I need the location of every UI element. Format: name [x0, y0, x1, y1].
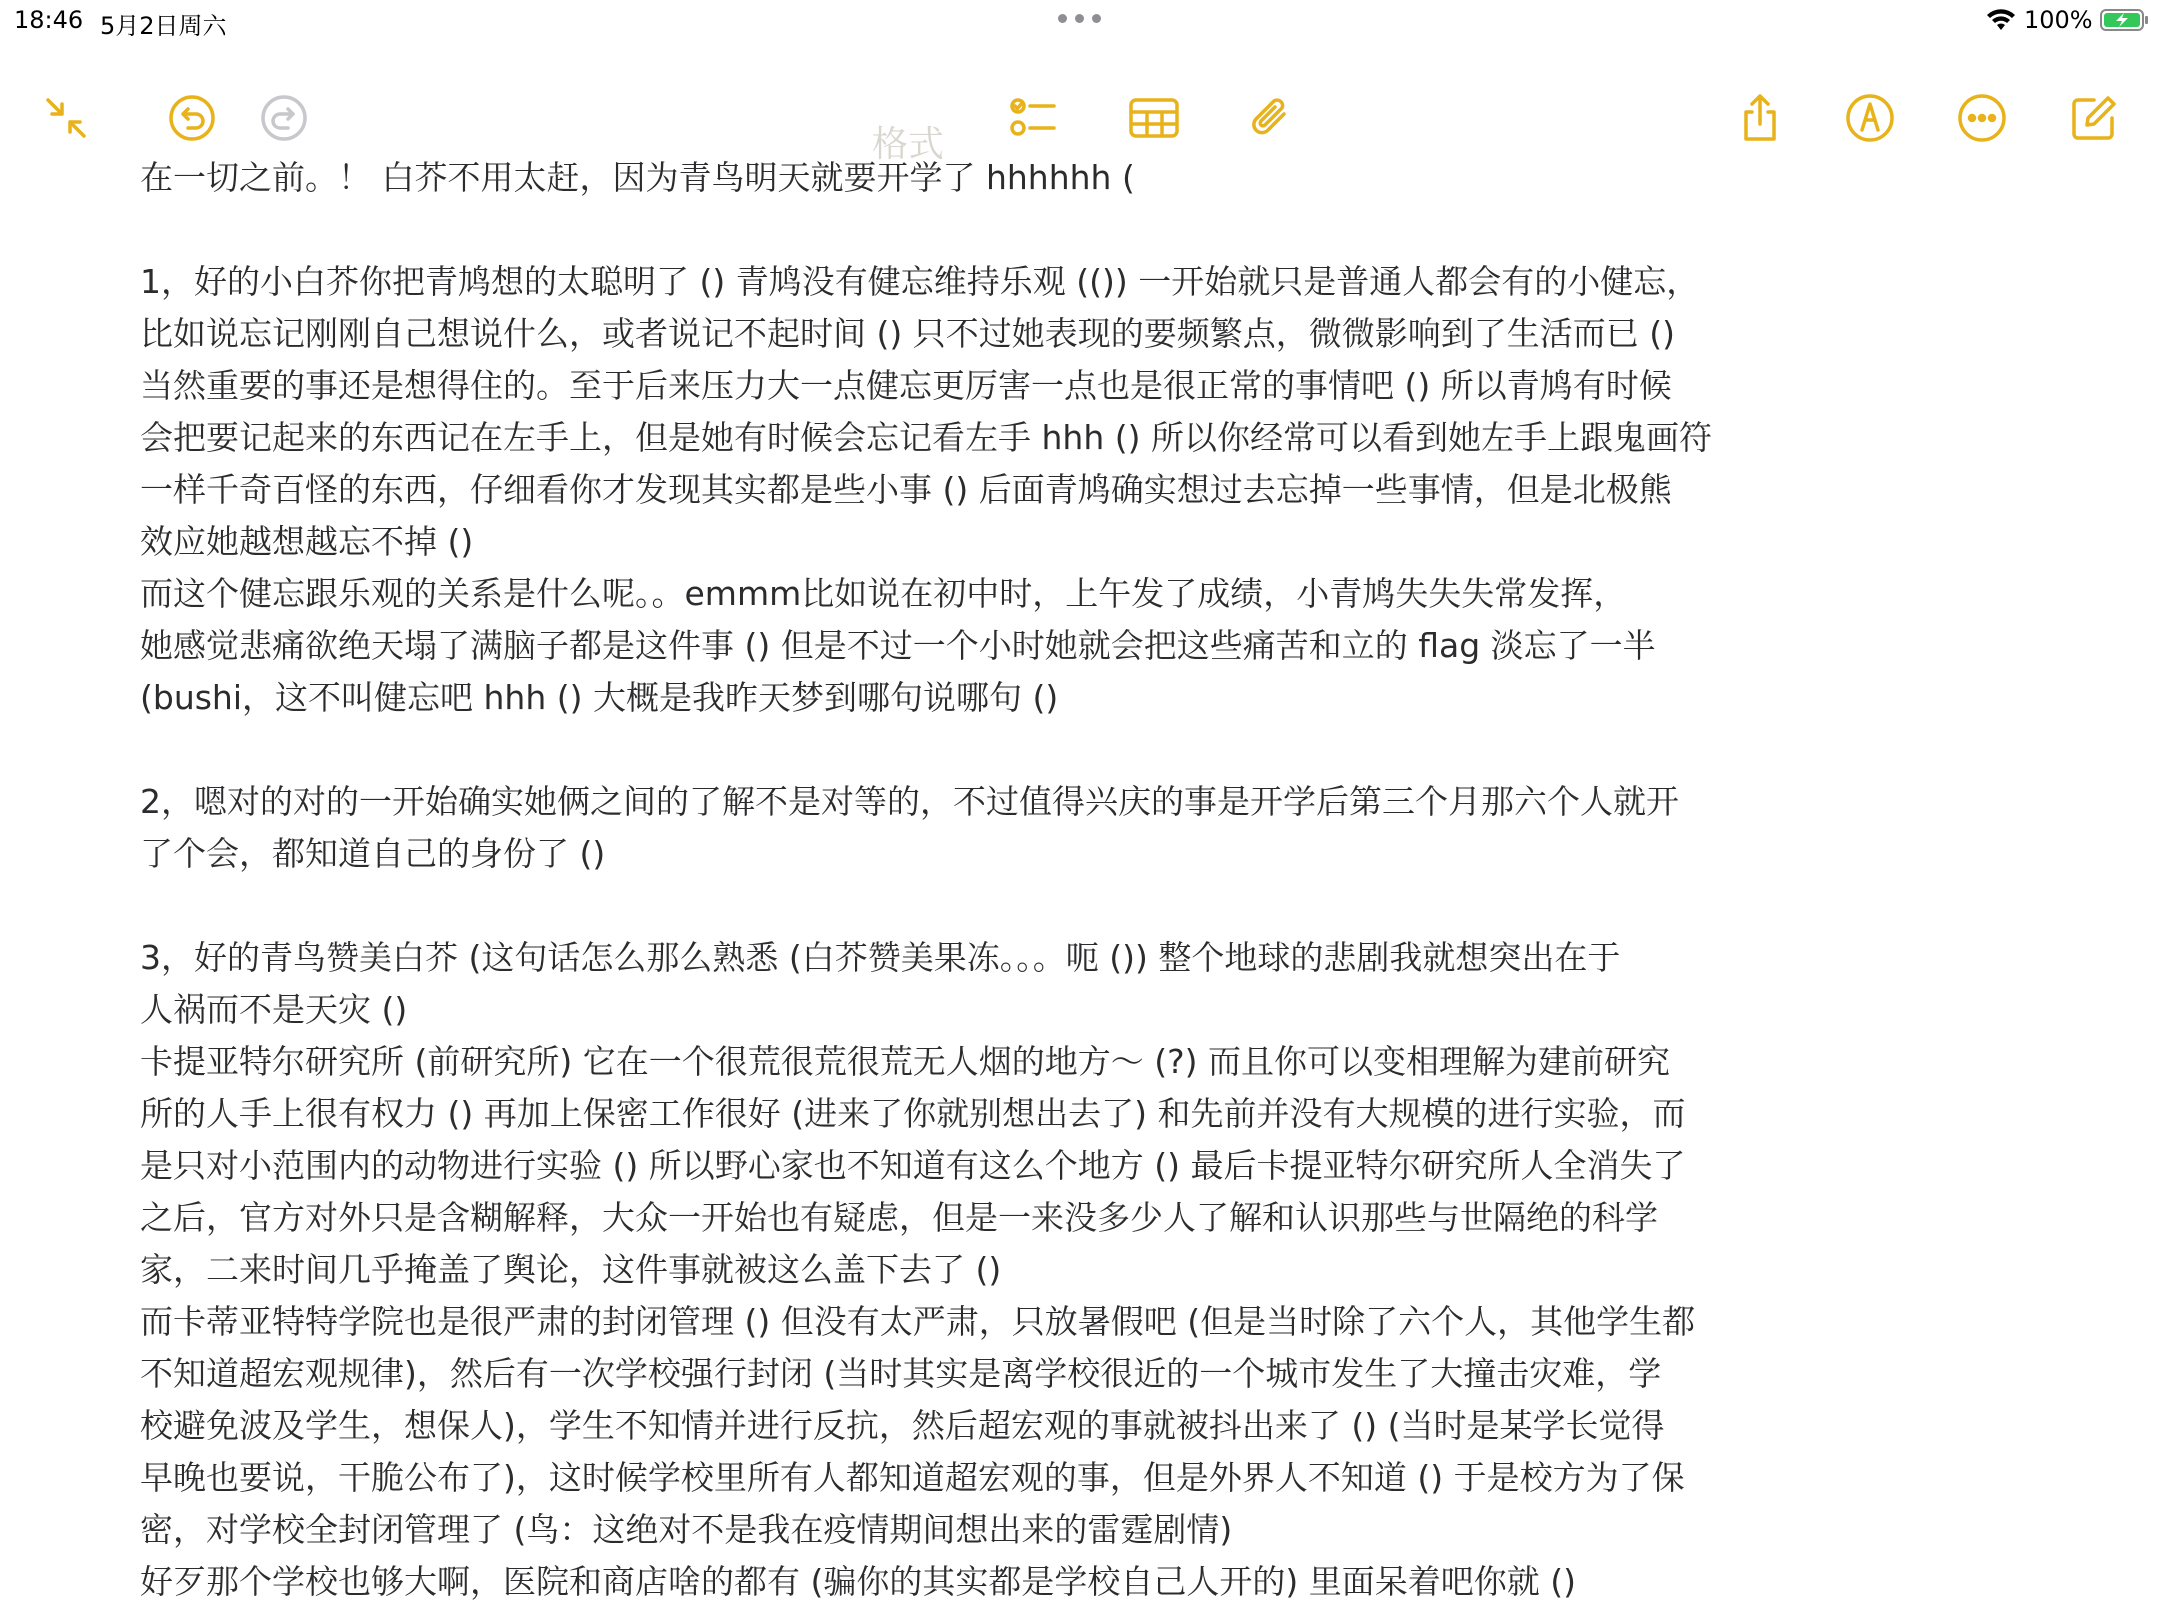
- note-line: 2，嗯对的对的一开始确实她俩之间的了解不是对等的，不过值得兴庆的事是开学后第三个月那六个人就开: [140, 782, 1679, 821]
- compose-icon[interactable]: [2066, 90, 2122, 146]
- note-line: 不知道超宏观规律)，然后有一次学校强行封闭 (当时其实是离学校很近的一个城市发生了大撞击灾难，学: [140, 1354, 1662, 1393]
- table-icon[interactable]: [1126, 90, 1182, 146]
- format-button[interactable]: 格式: [872, 124, 945, 165]
- multitasking-dots-icon[interactable]: [1058, 8, 1102, 28]
- status-date: 5月2日周六: [100, 12, 227, 40]
- note-line: 效应她越想越忘不掉 (): [140, 522, 474, 561]
- markup-icon[interactable]: [1842, 90, 1898, 146]
- note-line: 人祸而不是天灾 (): [140, 990, 408, 1029]
- status-time: 18:46: [14, 6, 84, 34]
- notes-toolbar: [0, 50, 2160, 165]
- more-icon[interactable]: [1954, 90, 2010, 146]
- status-bar: [0, 0, 2160, 42]
- battery-percent: 100%: [2024, 6, 2093, 34]
- note-line: 而卡蒂亚特特学院也是很严肃的封闭管理 () 但没有太严肃，只放暑假吧 (但是当时除了六个人，其他学生都: [140, 1302, 1696, 1341]
- wifi-icon: [1985, 8, 2017, 32]
- note-line: 是只对小范围内的动物进行实验 () 所以野心家也不知道有这么个地方 () 最后卡提亚特尔研究所人全消失了: [140, 1146, 1686, 1185]
- note-line: 卡提亚特尔研究所 (前研究所) 它在一个很荒很荒很荒无人烟的地方～ (?) 而且你可以变相理解为建前研究: [140, 1042, 1670, 1081]
- redo-icon[interactable]: [256, 90, 312, 146]
- note-line: 家，二来时间几乎掩盖了舆论，这件事就被这么盖下去了 (): [140, 1250, 1002, 1289]
- note-line: 3，好的青鸟赞美白芥 (这句话怎么那么熟悉 (白芥赞美果冻。。。呃 ()) 整个地球的悲剧我就想突出在于: [140, 938, 1621, 977]
- note-line: 好歹那个学校也够大啊，医院和商店啥的都有 (骗你的其实都是学校自己人开的) 里面呆着吧你就 (): [140, 1562, 1576, 1601]
- note-line: 1，好的小白芥你把青鸠想的太聪明了 () 青鸠没有健忘维持乐观 (()) 一开始就只是普通人都会有的小健忘，: [140, 262, 1700, 301]
- note-line: (bushi，这不叫健忘吧 hhh () 大概是我昨天梦到哪句说哪句 (): [140, 678, 1059, 717]
- collapse-icon[interactable]: [38, 90, 94, 146]
- note-line: 了个会，都知道自己的身份了 (): [140, 834, 606, 873]
- note-line: 会把要记起来的东西记在左手上，但是她有时候会忘记看左手 hhh () 所以你经常可以看到她左手上跟鬼画符: [140, 418, 1712, 457]
- undo-icon[interactable]: [164, 90, 220, 146]
- note-line: 之后，官方对外只是含糊解释，大众一开始也有疑虑，但是一来没多少人了解和认识那些与世隔绝的科学: [140, 1198, 1658, 1237]
- note-line: 比如说忘记刚刚自己想说什么，或者说记不起时间 () 只不过她表现的要频繁点，微微影响到了生活而已 (): [140, 314, 1675, 353]
- share-icon[interactable]: [1732, 90, 1788, 146]
- note-line: 而这个健忘跟乐观的关系是什么呢。。emmm比如说在初中时，上午发了成绩，小青鸠失失失常发挥，: [140, 574, 1627, 613]
- battery-charging-icon: [2100, 8, 2150, 32]
- note-line: 当然重要的事还是想得住的。至于后来压力大一点健忘更厉害一点也是很正常的事情吧 () 所以青鸠有时候: [140, 366, 1672, 405]
- note-text-area[interactable]: [140, 152, 1740, 1608]
- note-line: 校避免波及学生，想保人)，学生不知情并进行反抗，然后超宏观的事就被抖出来了 () (当时是某学长觉得: [140, 1406, 1665, 1445]
- attachment-icon[interactable]: [1242, 90, 1298, 146]
- note-line: 早晚也要说，干脆公布了)，这时候学校里所有人都知道超宏观的事，但是外界人不知道 () 于是校方为了保: [140, 1458, 1685, 1497]
- note-line: 一样千奇百怪的东西，仔细看你才发现其实都是些小事 () 后面青鸠确实想过去忘掉一些事情，但是北极熊: [140, 470, 1672, 509]
- note-line: 在一切之前。！ 白芥不用太赶，因为青鸟明天就要开学了 hhhhhh (: [140, 158, 1135, 197]
- blank-line: [140, 724, 1740, 776]
- note-line: 她感觉悲痛欲绝天塌了满脑子都是这件事 () 但是不过一个小时她就会把这些痛苦和立的 flag 淡忘了一半: [140, 626, 1656, 665]
- note-line: 密，对学校全封闭管理了 (鸟：这绝对不是我在疫情期间想出来的雷霆剧情): [140, 1510, 1233, 1549]
- note-line: 所的人手上很有权力 () 再加上保密工作很好 (进来了你就别想出去了) 和先前并没有大规模的进行实验，而: [140, 1094, 1686, 1133]
- blank-line: [140, 204, 1740, 256]
- checklist-icon[interactable]: [1006, 90, 1062, 146]
- blank-line: [140, 880, 1740, 932]
